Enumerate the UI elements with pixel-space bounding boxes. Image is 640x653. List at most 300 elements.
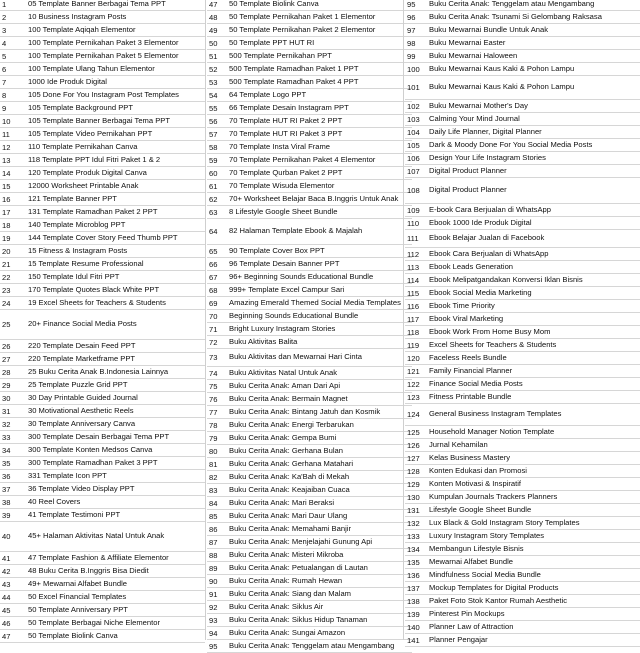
list-item <box>405 152 640 165</box>
item-number: 21 <box>2 259 11 269</box>
list-item <box>207 549 412 562</box>
item-title: Mindfulness Social Media Bundle <box>429 570 541 579</box>
list-item <box>207 89 412 102</box>
item-title: Buku Mewarnai Easter <box>429 38 506 47</box>
item-title: 220 Template Marketframe PPT <box>28 354 136 363</box>
list-item <box>405 621 640 634</box>
item-number: 62 <box>209 194 218 204</box>
item-number: 75 <box>209 381 218 391</box>
item-number: 95 <box>407 0 416 9</box>
item-title: 50 Template Anniversary PPT <box>28 605 128 614</box>
list-item <box>405 100 640 113</box>
item-number: 78 <box>209 420 218 430</box>
item-number: 47 <box>2 631 11 641</box>
list-item <box>207 11 412 24</box>
item-number: 49 <box>209 25 218 35</box>
list-item <box>207 393 412 406</box>
list-item <box>207 349 412 367</box>
item-number: 77 <box>209 407 218 417</box>
item-title: Planner Law of Attraction <box>429 622 514 631</box>
list-item <box>405 0 640 11</box>
list-item <box>405 313 640 326</box>
item-number: 4 <box>2 38 7 48</box>
item-number: 51 <box>209 51 218 61</box>
item-number: 65 <box>209 246 218 256</box>
list-item <box>405 165 640 178</box>
item-title: Buku Mewarnai Kaus Kaki & Pohon Lampu <box>429 83 575 92</box>
item-title: Kumpulan Journals Trackers Planners <box>429 492 558 501</box>
list-item <box>0 284 205 297</box>
item-title: 50 Template PPT HUT RI <box>229 38 315 47</box>
list-item <box>0 11 205 24</box>
list-item <box>405 634 640 647</box>
item-title: Buku Cerita Anak: Memahami Banjir <box>229 524 351 533</box>
list-item <box>207 458 412 471</box>
list-item <box>207 523 412 536</box>
item-title: 105 Done For You Instagram Post Templates <box>28 90 179 99</box>
item-title: 48 Buku Cerita B.Inggris Bisa Diedit <box>28 566 149 575</box>
item-number: 124 <box>407 410 420 419</box>
item-title: Buku Cerita Anak: Tenggelam atau Mengambang <box>229 641 395 650</box>
item-title: Buku Cerita Anak: Aman Dari Api <box>229 381 341 390</box>
list-item <box>207 445 412 458</box>
list-item <box>207 0 412 11</box>
list-item <box>405 113 640 126</box>
list-item <box>405 248 640 261</box>
list-column-1 <box>0 0 205 640</box>
item-title: Buku Mewarnai Mother's Day <box>429 101 528 110</box>
item-number: 33 <box>2 432 11 442</box>
list-item <box>405 365 640 378</box>
item-title: Buku Cerita Anak: Ka'Bah di Mekah <box>229 472 350 481</box>
item-number: 103 <box>407 114 420 124</box>
item-title: 40 Reel Covers <box>28 497 81 506</box>
list-item <box>405 230 640 248</box>
item-number: 54 <box>209 90 218 100</box>
list-item <box>207 510 412 523</box>
item-title: 05 Template Banner Berbagai Tema PPT <box>28 0 166 8</box>
list-item <box>207 367 412 380</box>
item-title: Buku Cerita Anak: Siklus Air <box>229 602 324 611</box>
list-item <box>207 284 412 297</box>
item-title: Konten Motivasi & Inspiratif <box>429 479 522 488</box>
list-item <box>405 261 640 274</box>
item-title: Mockup Templates for Digital Products <box>429 583 559 592</box>
item-title: 140 Template Microblog PPT <box>28 220 126 229</box>
list-item <box>0 128 205 141</box>
item-title: Buku Mewarnai Haloween <box>429 51 518 60</box>
item-number: 91 <box>209 589 218 599</box>
item-title: Buku Cerita Anak: Sungai Amazon <box>229 628 346 637</box>
item-title: Excel Sheets for Teachers & Students <box>429 340 557 349</box>
item-title: 105 Template Video Pernikahan PPT <box>28 129 153 138</box>
item-number: 43 <box>2 579 11 589</box>
list-item <box>405 439 640 452</box>
list-item <box>405 287 640 300</box>
item-number: 100 <box>407 64 420 74</box>
list-item <box>207 24 412 37</box>
list-item <box>207 562 412 575</box>
list-item <box>207 37 412 50</box>
item-number: 5 <box>2 51 7 61</box>
item-number: 134 <box>407 544 420 554</box>
list-column-3 <box>405 0 640 645</box>
item-number: 2 <box>2 12 7 22</box>
item-number: 72 <box>209 337 218 347</box>
item-title: 131 Template Ramadhan Paket 2 PPT <box>28 207 158 216</box>
item-title: Pinterest Pin Mockups <box>429 609 505 618</box>
item-number: 137 <box>407 583 420 593</box>
list-item <box>207 180 412 193</box>
item-number: 85 <box>209 511 218 521</box>
list-item <box>0 37 205 50</box>
item-number: 128 <box>407 466 420 476</box>
column-divider <box>403 0 404 640</box>
item-title: Lifestyle Google Sheet Bundle <box>429 505 532 514</box>
item-number: 111 <box>407 234 419 243</box>
item-title: Lux Black & Gold Instagram Story Templates <box>429 518 580 527</box>
item-number: 114 <box>407 275 420 285</box>
item-title: 121 Template Banner PPT <box>28 194 117 203</box>
item-number: 17 <box>2 207 11 217</box>
list-item <box>0 0 205 11</box>
list-item <box>0 604 205 617</box>
item-title: 96 Template Desain Banner PPT <box>229 259 340 268</box>
item-title: Buku Mewarnai Kaus Kaki & Pohon Lampu <box>429 64 575 73</box>
list-item <box>405 274 640 287</box>
item-title: 500 Template Ramadhan Paket 1 PPT <box>229 64 359 73</box>
list-item <box>405 300 640 313</box>
item-number: 116 <box>407 301 420 311</box>
item-title: Fitness Printable Bundle <box>429 392 512 401</box>
list-item <box>0 457 205 470</box>
item-title: Mewarnai Alfabet Bundle <box>429 557 514 566</box>
list-item <box>0 154 205 167</box>
item-title: General Business Instagram Templates <box>429 410 562 419</box>
list-item <box>0 310 205 340</box>
item-title: Household Manager Notion Template <box>429 427 555 436</box>
item-number: 56 <box>209 116 218 126</box>
item-title: Buku Mewarnai Bundle Untuk Anak <box>429 25 549 34</box>
item-title: Kelas Business Mastery <box>429 453 511 462</box>
list-item <box>207 640 412 653</box>
list-item <box>207 419 412 432</box>
list-item <box>0 340 205 353</box>
item-number: 95 <box>209 641 218 651</box>
item-number: 140 <box>407 622 420 632</box>
list-item <box>0 271 205 284</box>
item-number: 125 <box>407 427 420 437</box>
item-title: 45+ Halaman Aktivitas Natal Untuk Anak <box>28 532 165 541</box>
item-title: 220 Template Desain Feed PPT <box>28 341 136 350</box>
item-title: Ebook Cara Berjualan di WhatsApp <box>429 249 549 258</box>
item-title: 50 Template Biolink Canva <box>28 631 118 640</box>
list-item <box>405 204 640 217</box>
list-item <box>0 141 205 154</box>
list-item <box>0 496 205 509</box>
list-item <box>0 245 205 258</box>
item-number: 121 <box>407 366 420 376</box>
item-title: E-book Cara Berjualan di WhatsApp <box>429 205 551 214</box>
list-item <box>405 530 640 543</box>
item-title: 100 Template Aqiqah Elementor <box>28 25 136 34</box>
item-title: 120 Template Produk Digital Canva <box>28 168 147 177</box>
item-number: 76 <box>209 394 218 404</box>
item-title: Ebook Leads Generation <box>429 262 514 271</box>
item-title: 47 Template Fashion & Affiliate Elementor <box>28 553 169 562</box>
item-title: 82 Halaman Template Ebook & Majalah <box>229 227 363 236</box>
item-title: Digital Product Planner <box>429 186 507 195</box>
item-number: 61 <box>209 181 218 191</box>
item-number: 130 <box>407 492 420 502</box>
item-title: 20+ Finance Social Media Posts <box>28 320 137 329</box>
list-item <box>207 193 412 206</box>
item-number: 117 <box>407 314 420 324</box>
list-item <box>0 483 205 496</box>
item-number: 113 <box>407 262 420 272</box>
item-number: 60 <box>209 168 218 178</box>
item-title: Planner Pengajar <box>429 635 488 644</box>
item-title: Ebook 1000 Ide Produk Digital <box>429 218 532 227</box>
item-title: Buku Aktivitas Natal Untuk Anak <box>229 368 338 377</box>
item-number: 29 <box>2 380 11 390</box>
item-number: 6 <box>2 64 7 74</box>
item-title: Buku Cerita Anak: Rumah Hewan <box>229 576 343 585</box>
item-number: 106 <box>407 153 420 163</box>
list-item <box>0 50 205 63</box>
item-title: 25 Buku Cerita Anak B.Indonesia Lainnya <box>28 367 169 376</box>
item-number: 15 <box>2 181 11 191</box>
item-number: 31 <box>2 406 11 416</box>
list-item <box>207 323 412 336</box>
item-title: 15 Template Resume Professional <box>28 259 144 268</box>
item-title: Ebook Viral Marketing <box>429 314 504 323</box>
item-number: 88 <box>209 550 218 560</box>
item-title: Calming Your Mind Journal <box>429 114 520 123</box>
list-item <box>207 310 412 323</box>
item-title: 150 Template Idul Fitri PPT <box>28 272 120 281</box>
list-item <box>0 115 205 128</box>
item-title: Bright Luxury Instagram Stories <box>229 324 336 333</box>
item-number: 18 <box>2 220 11 230</box>
item-title: 49+ Mewarnai Alfabet Bundle <box>28 579 127 588</box>
item-number: 74 <box>209 368 218 378</box>
item-title: 70 Template Qurban Paket 2 PPT <box>229 168 343 177</box>
item-number: 44 <box>2 592 11 602</box>
item-number: 3 <box>2 25 7 35</box>
item-title: 170 Template Quotes Black White PPT <box>28 285 160 294</box>
item-title: Faceless Reels Bundle <box>429 353 507 362</box>
list-item <box>0 405 205 418</box>
item-number: 63 <box>209 207 218 217</box>
item-number: 58 <box>209 142 218 152</box>
item-number: 42 <box>2 566 11 576</box>
list-item <box>0 353 205 366</box>
item-number: 94 <box>209 628 218 638</box>
list-item <box>207 536 412 549</box>
item-title: 500 Template Pernikahan PPT <box>229 51 332 60</box>
item-number: 136 <box>407 570 420 580</box>
item-title: Buku Cerita Anak: Misteri Mikroba <box>229 550 344 559</box>
list-item <box>0 258 205 271</box>
item-title: 100 Template Ulang Tahun Elementor <box>28 64 155 73</box>
list-item <box>405 352 640 365</box>
item-number: 141 <box>407 635 420 645</box>
item-number: 47 <box>209 0 218 9</box>
list-item <box>405 24 640 37</box>
item-title: 70 Template HUT RI Paket 2 PPT <box>229 116 343 125</box>
item-number: 138 <box>407 596 420 606</box>
list-item <box>0 552 205 565</box>
item-title: Buku Cerita Anak: Gerhana Bulan <box>229 446 343 455</box>
item-number: 35 <box>2 458 11 468</box>
item-title: Buku Cerita Anak: Petualangan di Lautan <box>229 563 368 572</box>
item-number: 27 <box>2 354 11 364</box>
item-number: 80 <box>209 446 218 456</box>
item-number: 109 <box>407 205 420 215</box>
item-number: 135 <box>407 557 420 567</box>
list-item <box>405 63 640 76</box>
item-number: 107 <box>407 166 420 176</box>
item-title: 118 Template PPT Idul Fitri Paket 1 & 2 <box>28 155 161 164</box>
list-item <box>0 102 205 115</box>
item-title: 1000 Ide Produk Digital <box>28 77 107 86</box>
item-title: 110 Template Pernikahan Canva <box>28 142 138 151</box>
item-number: 9 <box>2 103 7 113</box>
list-item <box>207 128 412 141</box>
list-item <box>0 167 205 180</box>
item-title: 64 Template Logo PPT <box>229 90 307 99</box>
item-title: 25 Template Puzzle Grid PPT <box>28 380 128 389</box>
list-item <box>0 565 205 578</box>
list-item <box>405 504 640 517</box>
item-number: 14 <box>2 168 11 178</box>
item-title: Design Your Life Instagram Stories <box>429 153 546 162</box>
list-item <box>0 617 205 630</box>
list-item <box>405 478 640 491</box>
column-divider <box>205 0 206 640</box>
item-title: 50 Template Pernikahan Paket 2 Elementor <box>229 25 376 34</box>
item-number: 12 <box>2 142 11 152</box>
list-item <box>207 432 412 445</box>
item-number: 20 <box>2 246 11 256</box>
list-item <box>207 497 412 510</box>
item-number: 64 <box>209 227 218 236</box>
item-title: 15 Fitness & Instagram Posts <box>28 246 128 255</box>
item-title: Finance Social Media Posts <box>429 379 523 388</box>
item-title: 331 Template Icon PPT <box>28 471 107 480</box>
item-number: 39 <box>2 510 11 520</box>
item-number: 55 <box>209 103 218 113</box>
item-number: 132 <box>407 518 420 528</box>
list-item <box>0 509 205 522</box>
list-item <box>207 271 412 284</box>
item-number: 19 <box>2 233 11 243</box>
item-number: 97 <box>407 25 416 35</box>
item-number: 122 <box>407 379 420 389</box>
item-title: Buku Cerita Anak: Tsunami Si Gelombang Raksasa <box>429 12 602 21</box>
list-item <box>207 258 412 271</box>
list-item <box>405 217 640 230</box>
list-item <box>405 326 640 339</box>
item-number: 126 <box>407 440 420 450</box>
list-item <box>405 11 640 24</box>
item-number: 40 <box>2 532 11 541</box>
item-title: Buku Cerita Anak: Keajaiban Cuaca <box>229 485 350 494</box>
item-title: Daily Life Planner, Digital Planner <box>429 127 542 136</box>
list-item <box>207 575 412 588</box>
item-title: 19 Excel Sheets for Teachers & Students <box>28 298 166 307</box>
item-number: 119 <box>407 340 420 350</box>
list-item <box>405 569 640 582</box>
list-item <box>0 366 205 379</box>
item-number: 41 <box>2 553 11 563</box>
item-title: Buku Cerita Anak: Gerhana Matahari <box>229 459 354 468</box>
item-title: Membangun Lifestyle Bisnis <box>429 544 524 553</box>
item-number: 139 <box>407 609 420 619</box>
list-item <box>207 115 412 128</box>
item-number: 10 <box>2 116 11 126</box>
item-title: Buku Aktivitas Balita <box>229 337 298 346</box>
item-number: 53 <box>209 77 218 87</box>
item-title: Konten Edukasi dan Promosi <box>429 466 527 475</box>
list-item <box>207 627 412 640</box>
list-item <box>207 219 412 245</box>
item-number: 93 <box>209 615 218 625</box>
item-title: 30 Day Printable Guided Journal <box>28 393 138 402</box>
list-item <box>405 608 640 621</box>
item-number: 127 <box>407 453 420 463</box>
item-number: 73 <box>209 353 218 362</box>
item-number: 37 <box>2 484 11 494</box>
list-item <box>207 154 412 167</box>
item-title: Buku Cerita Anak: Menjelajahi Gunung Api <box>229 537 373 546</box>
item-number: 66 <box>209 259 218 269</box>
list-item <box>0 219 205 232</box>
item-title: 999+ Template Excel Campur Sari <box>229 285 345 294</box>
item-title: Digital Product Planner <box>429 166 507 175</box>
item-number: 16 <box>2 194 11 204</box>
item-number: 1 <box>2 0 7 9</box>
item-title: Jurnal Kehamilan <box>429 440 488 449</box>
list-item <box>0 76 205 89</box>
list-item <box>0 431 205 444</box>
list-item <box>405 556 640 569</box>
list-item <box>405 543 640 556</box>
list-item <box>405 465 640 478</box>
list-item <box>405 339 640 352</box>
item-title: 50 Excel Financial Templates <box>28 592 127 601</box>
list-item <box>0 232 205 245</box>
item-number: 68 <box>209 285 218 295</box>
item-title: 105 Template Background PPT <box>28 103 133 112</box>
item-number: 102 <box>407 101 420 111</box>
list-item <box>405 404 640 426</box>
list-item <box>405 595 640 608</box>
item-title: Buku Cerita Anak: Mari Daur Ulang <box>229 511 348 520</box>
list-item <box>405 426 640 439</box>
list-item <box>405 517 640 530</box>
item-number: 25 <box>2 320 11 329</box>
item-number: 7 <box>2 77 7 87</box>
item-title: 300 Template Desain Berbagai Tema PPT <box>28 432 170 441</box>
item-title: 300 Template Ramadhan Paket 3 PPT <box>28 458 158 467</box>
item-title: 70 Template Insta Viral Frame <box>229 142 331 151</box>
item-title: Luxury Instagram Story Templates <box>429 531 545 540</box>
item-number: 98 <box>407 38 416 48</box>
list-item <box>207 380 412 393</box>
item-number: 110 <box>407 218 420 228</box>
